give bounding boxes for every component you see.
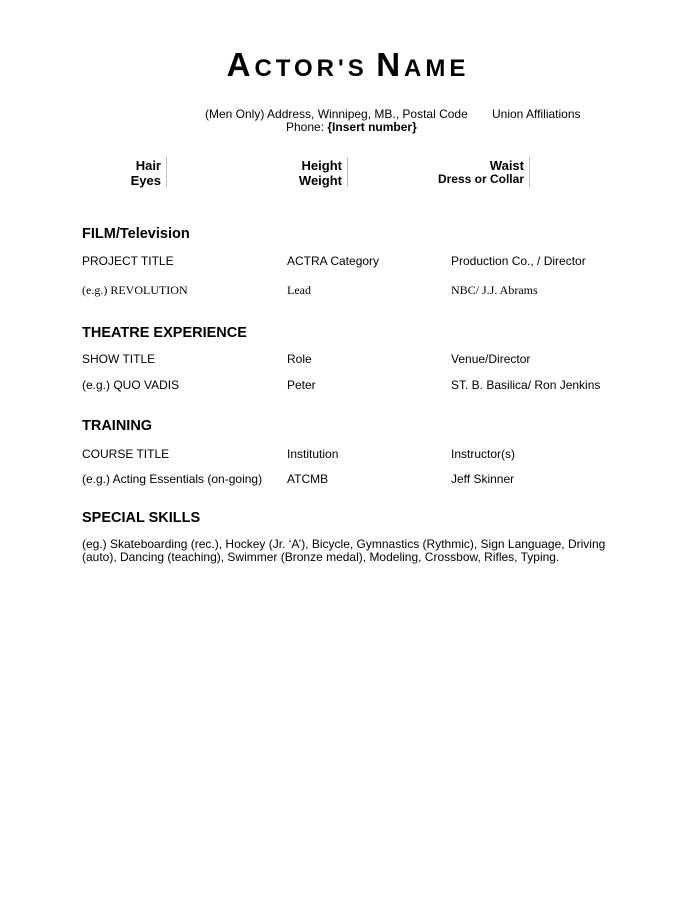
stat-divider-3 bbox=[529, 157, 530, 187]
stat-divider-1 bbox=[166, 157, 167, 187]
stat-divider-2 bbox=[347, 157, 348, 187]
section-theatre-title: THEATRE EXPERIENCE bbox=[82, 325, 247, 341]
actor-name-heading bbox=[0, 46, 696, 84]
name-initial-a: A bbox=[226, 46, 255, 83]
film-example-project: (e.g.) REVOLUTION bbox=[82, 283, 188, 297]
theatre-example-role: Peter bbox=[287, 378, 316, 392]
skills-text: (eg.) Skateboarding (rec.), Hockey (Jr. ‘A’), Bicycle, Gymnastics (Rythmic), Sign Language, Driving (auto), Dancing (teaching), Swimmer (Bronze medal), Modeling, Crossbow, Rifles, Typing. bbox=[82, 537, 606, 564]
theatre-header-venue: Venue/Director bbox=[451, 352, 531, 366]
name-last-rest: AME bbox=[404, 55, 470, 82]
section-film-title: FILM/Television bbox=[82, 226, 190, 242]
training-example-instructor: Jeff Skinner bbox=[451, 472, 515, 486]
phone-line bbox=[286, 120, 417, 134]
stat-eyes: Eyes bbox=[130, 173, 161, 188]
section-skills-title: SPECIAL SKILLS bbox=[82, 510, 201, 526]
film-header-project: PROJECT TITLE bbox=[82, 254, 174, 268]
film-example-category: Lead bbox=[287, 283, 311, 297]
film-header-production: Production Co., / Director bbox=[451, 254, 586, 268]
union-affiliations: Union Affiliations bbox=[492, 107, 581, 121]
training-header-institution: Institution bbox=[287, 447, 339, 461]
name-initial-n: N bbox=[376, 46, 405, 83]
training-example-course: (e.g.) Acting Essentials (on-going) bbox=[82, 472, 263, 486]
name-first-rest: CTOR'S bbox=[254, 55, 368, 82]
stat-hair: Hair bbox=[135, 158, 161, 173]
stat-weight: Weight bbox=[298, 173, 342, 188]
stat-height: Height bbox=[301, 158, 342, 173]
stat-dress-collar: Dress or Collar bbox=[437, 172, 524, 186]
stat-waist: Waist bbox=[489, 158, 524, 173]
phone-label: Phone: bbox=[286, 120, 325, 134]
film-header-category: ACTRA Category bbox=[287, 254, 380, 268]
training-header-instructor: Instructor(s) bbox=[451, 447, 516, 461]
film-example-production: NBC/ J.J. Abrams bbox=[451, 283, 538, 297]
theatre-header-role: Role bbox=[287, 352, 312, 366]
address-text: (Men Only) Address, Winnipeg, MB., Postal Code bbox=[205, 107, 468, 121]
theatre-header-show: SHOW TITLE bbox=[82, 352, 156, 366]
section-training-title: TRAINING bbox=[82, 418, 153, 434]
theatre-example-venue: ST. B. Basilica/ Ron Jenkins bbox=[451, 378, 601, 392]
training-header-course: COURSE TITLE bbox=[82, 447, 170, 461]
training-example-institution: ATCMB bbox=[287, 472, 329, 486]
phone-value: {Insert number} bbox=[327, 120, 417, 134]
theatre-example-show: (e.g.) QUO VADIS bbox=[82, 378, 180, 392]
